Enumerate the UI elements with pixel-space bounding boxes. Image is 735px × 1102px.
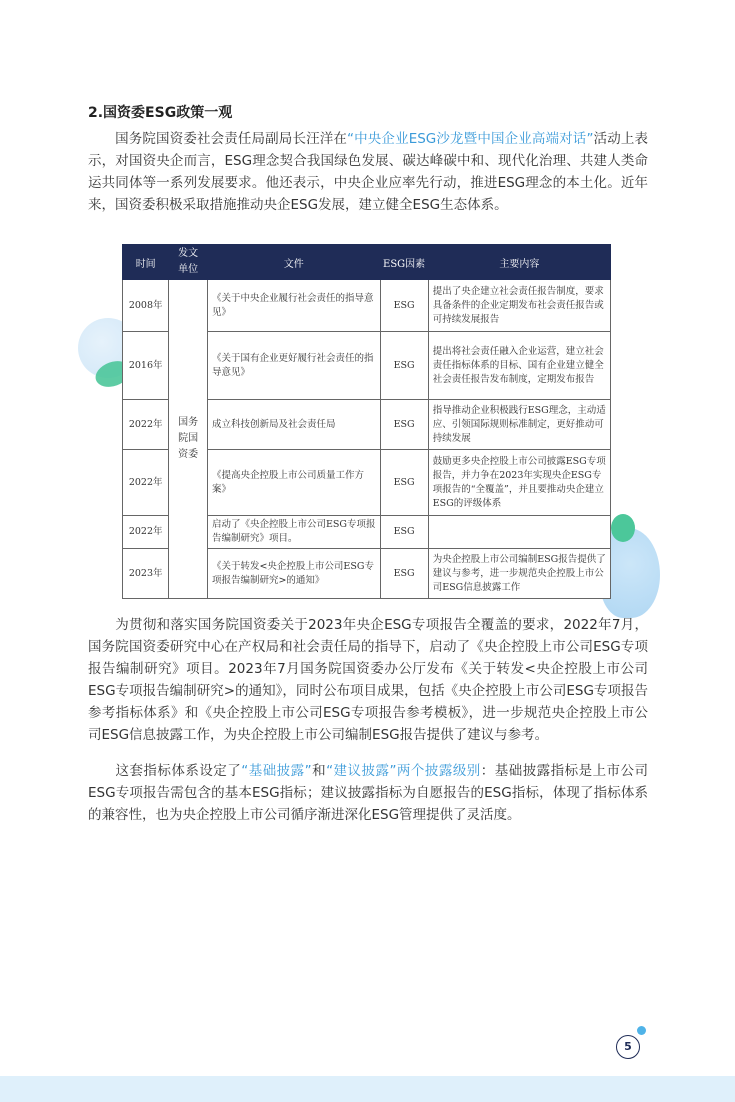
intro-paragraph — [88, 128, 648, 216]
header-main-content: 主要内容 — [428, 245, 610, 280]
disclosure-text-post: ：基础披露指标是上市公司ESG专项报告需包含的基本ESG指标；建议披露指标为自愿报告的ESG指标，体现了指标体系的兼容性，也为央企控股上市公司循序渐进深化ESG管理提供了灵活度。 — [88, 763, 648, 823]
disclosure-paragraph — [88, 760, 648, 826]
row-document: 《关于国有企业更好履行社会责任的指导意见》 — [207, 332, 380, 400]
row-time: 2022年 — [123, 450, 169, 516]
disclosure-text-pre: 这套指标体系设定了 — [115, 763, 242, 779]
row-document: 启动了《央企控股上市公司ESG专项报告编制研究》项目。 — [207, 516, 380, 549]
row-time: 2022年 — [123, 516, 169, 549]
header-unit — [169, 245, 208, 280]
issuing-unit: 国务院国资委 — [178, 417, 199, 460]
header-unit-label: 发文单位 — [178, 248, 199, 275]
row-main-content: 提出了央企建立社会责任报告制度，要求具备条件的企业定期发布社会责任报告或可持续发展报告 — [428, 280, 610, 332]
row-time: 2008年 — [123, 280, 169, 332]
header-esg-factor: ESG因素 — [380, 245, 428, 280]
row-main-content — [428, 516, 610, 549]
issuing-unit-cell — [169, 280, 208, 599]
row-main-content: 指导推动企业积极践行ESG理念，主动适应、引领国际规则标准制定，更好推动可持续发展 — [428, 400, 610, 450]
row-main-content: 提出将社会责任融入企业运营，建立社会责任指标体系的目标、国有企业建立健全社会责任报告发布制度，定期发布报告 — [428, 332, 610, 400]
footer-band — [0, 1076, 735, 1102]
esg-policy-table — [122, 244, 611, 599]
implementation-paragraph — [88, 614, 648, 746]
row-esg: ESG — [380, 450, 428, 516]
row-time: 2022年 — [123, 400, 169, 450]
row-time: 2023年 — [123, 549, 169, 599]
basic-disclosure-highlight: “基础披露” — [241, 763, 312, 779]
row-document: 《关于中央企业履行社会责任的指导意见》 — [207, 280, 380, 332]
row-document: 《关于转发<央企控股上市公司ESG专项报告编制研究>的通知》 — [207, 549, 380, 599]
table-header-row — [123, 245, 611, 280]
intro-text-pre: 国务院国资委社会责任局副局长汪洋在 — [115, 131, 348, 147]
header-document: 文件 — [207, 245, 380, 280]
header-time: 时间 — [123, 245, 169, 280]
page-number-dot-icon — [637, 1026, 646, 1035]
intro-text-post: 活动上表示，对国资央企而言，ESG理念契合我国绿色发展、碳达峰碳中和、现代化治理、共建人类命运共同体等一系列发展要求。他还表示，中央企业应率先行动，推进ESG理念的本土化。近年来，国资委积极采取措施推动央企ESG发展，建立健全ESG生态体系。 — [88, 131, 648, 213]
disclosure-text-mid: 和 — [311, 763, 327, 779]
section-heading: 2.国资委ESG政策一观 — [88, 105, 233, 121]
table-row — [123, 280, 611, 332]
row-esg: ESG — [380, 280, 428, 332]
row-document: 《提高央企控股上市公司质量工作方案》 — [207, 450, 380, 516]
row-esg: ESG — [380, 549, 428, 599]
implementation-text: 为贯彻和落实国务院国资委关于2023年央企ESG专项报告全覆盖的要求，2022年7月，国务院国资委研究中心在产权局和社会责任局的指导下，启动了《央企控股上市公司ESG专项报告编制研究》项目。2023年7月国务院国资委办公厅发布《关于转发<央企控股上市公司ESG专项报告编制研究>的通知》，同时公布项目成果，包括《央企控股上市公司ESG专项报告参考指标体系》和《央企控股上市公司ESG专项报告参考模板》，进一步规范央企控股上市公司ESG信息披露工作，为央企控股上市公司编制ESG报告提供了建议与参考。 — [88, 617, 648, 743]
page-number: 5 — [616, 1035, 640, 1059]
row-document: 成立科技创新局及社会责任局 — [207, 400, 380, 450]
suggested-disclosure-highlight: “建议披露”两个披露级别 — [326, 763, 481, 779]
row-esg: ESG — [380, 400, 428, 450]
row-esg: ESG — [380, 332, 428, 400]
decorative-leaf-right — [611, 514, 635, 542]
event-name-highlight: “中央企业ESG沙龙暨中国企业高端对话” — [347, 131, 594, 147]
row-main-content: 鼓励更多央企控股上市公司披露ESG专项报告，并力争在2023年实现央企ESG专项报告的“全覆盖”，并且要推动央企建立ESG的评级体系 — [428, 450, 610, 516]
row-time: 2016年 — [123, 332, 169, 400]
row-esg: ESG — [380, 516, 428, 549]
row-main-content: 为央企控股上市公司编制ESG报告提供了建议与参考，进一步规范央企控股上市公司ESG信息披露工作 — [428, 549, 610, 599]
